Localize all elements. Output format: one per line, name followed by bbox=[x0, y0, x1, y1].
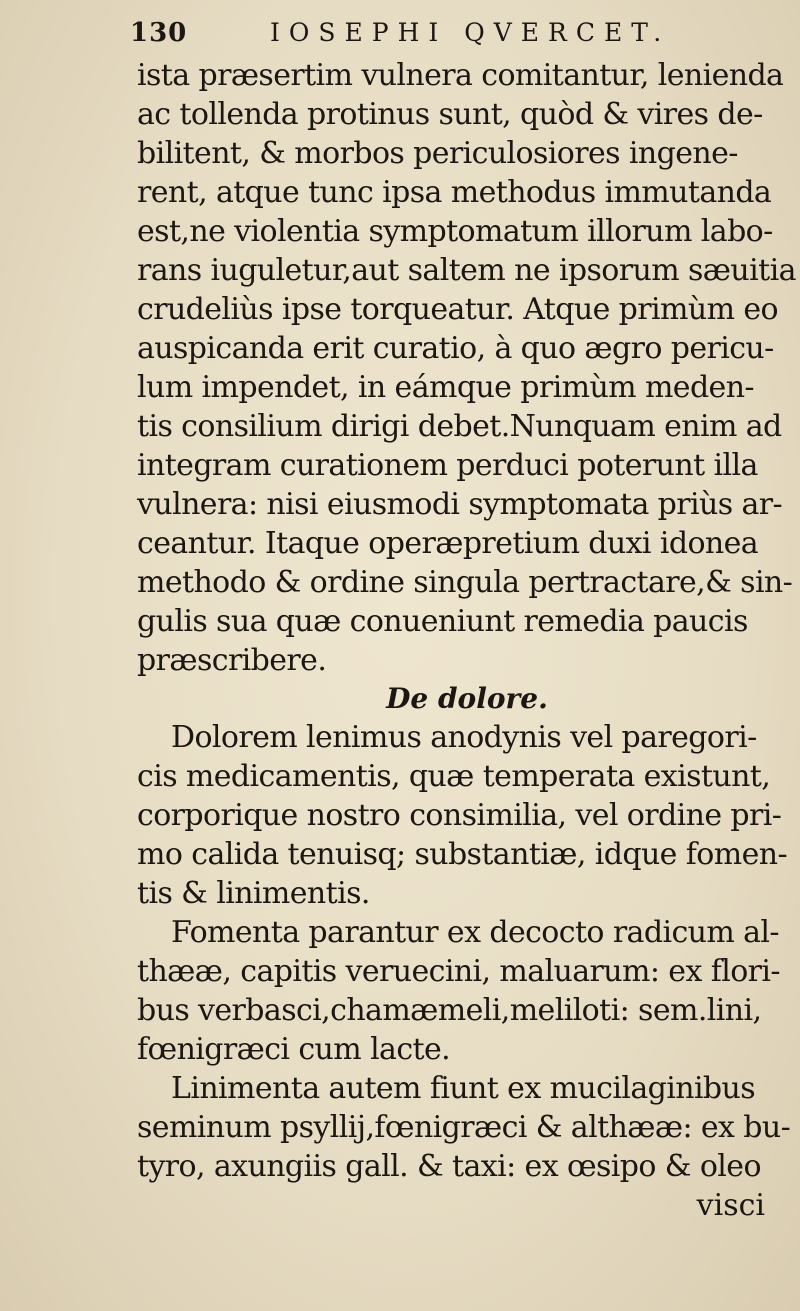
text-line: seminum psyllij,fœnigræci & althææ: ex bu- bbox=[137, 1110, 791, 1145]
text-line: integram curationem perduci poterunt illa bbox=[137, 448, 758, 483]
text-line: bus verbasci,chamæmeli,meliloti: sem.lini, bbox=[137, 993, 762, 1028]
text-line: fœnigræci cum lacte. bbox=[137, 1032, 451, 1067]
text-line: ceantur. Itaque operæpretium duxi idonea bbox=[137, 526, 759, 561]
page-number: 130 bbox=[130, 18, 188, 48]
text-line: præscribere. bbox=[137, 643, 327, 678]
paragraph-4 bbox=[137, 1069, 791, 1186]
body-text bbox=[137, 56, 796, 1225]
text-line: lum impendet, in eámque primùm meden- bbox=[137, 370, 754, 405]
text-line: gulis sua quæ conueniunt remedia paucis bbox=[137, 604, 748, 639]
section-heading: De dolore. bbox=[386, 682, 548, 715]
running-head: IOSEPHI QVERCET. bbox=[270, 18, 671, 47]
paragraph-1 bbox=[137, 56, 796, 680]
text-line: cis medicamentis, quæ temperata existunt, bbox=[137, 759, 771, 794]
text-line: tis consilium dirigi debet.Nunquam enim ad bbox=[137, 409, 782, 444]
text-line: tyro, axungiis gall. & taxi: ex œsipo & oleo bbox=[137, 1149, 761, 1184]
text-line: Dolorem lenimus anodynis vel paregori- bbox=[171, 720, 757, 755]
text-line: corporique nostro consimilia, vel ordine pri- bbox=[137, 798, 782, 833]
text-line: vulnera: nisi eiusmodi symptomata priùs ar- bbox=[137, 487, 783, 522]
text-line: rent, atque tunc ipsa methodus immutanda bbox=[137, 175, 772, 210]
text-line: thææ, capitis veruecini, maluarum: ex flori- bbox=[137, 954, 780, 989]
text-line: tis & linimentis. bbox=[137, 876, 370, 911]
text-line: auspicanda erit curatio, à quo ægro pericu- bbox=[137, 331, 774, 366]
text-line: bilitent, & morbos periculosiores ingene- bbox=[137, 136, 738, 171]
text-line: ac tollenda protinus sunt, quòd & vires de- bbox=[137, 97, 763, 132]
text-line: est,ne violentia symptomatum illorum labo- bbox=[137, 214, 773, 249]
paragraph-3 bbox=[137, 913, 780, 1069]
text-line: crudeliùs ipse torqueatur. Atque primùm eo bbox=[137, 292, 778, 327]
text-line: ista præsertim vulnera comitantur, lenienda bbox=[137, 58, 784, 93]
text-line: mo calida tenuisq; substantiæ, idque fomen- bbox=[137, 837, 787, 872]
catchword: visci bbox=[696, 1188, 765, 1223]
text-line: Linimenta autem fiunt ex mucilaginibus bbox=[171, 1071, 756, 1106]
text-line: rans iuguletur,aut saltem ne ipsorum sæuitia bbox=[137, 253, 796, 288]
paragraph-2 bbox=[137, 718, 787, 913]
text-line: Fomenta parantur ex decocto radicum al- bbox=[171, 915, 779, 950]
text-line: methodo & ordine singula pertractare,& sin- bbox=[137, 565, 793, 600]
page-header bbox=[130, 18, 690, 58]
